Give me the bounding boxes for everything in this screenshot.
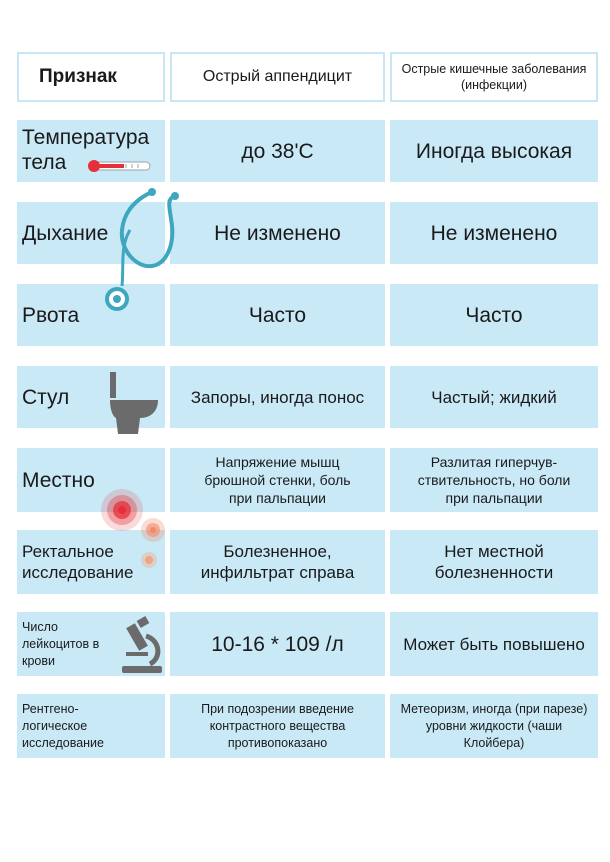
- row-leukocytes-intestinal: Может быть повышено: [390, 612, 598, 676]
- row-stool-feature: Стул: [17, 366, 165, 428]
- feature-label: Рентгено-логическое исследование: [22, 701, 104, 750]
- row-stool-appendicitis: Запоры, иногда понос: [170, 366, 385, 428]
- row-breathing-feature: Дыхание: [17, 202, 165, 264]
- header-intestinal: Острые кишечные заболевания (инфекции): [390, 52, 598, 102]
- header-appendicitis: Острый аппендицит: [170, 52, 385, 102]
- row-breathing-appendicitis: Не изменено: [170, 202, 385, 264]
- row-leukocytes-appendicitis: 10-16 * 109 /л: [170, 612, 385, 676]
- row-stool-intestinal: Частый; жидкий: [390, 366, 598, 428]
- row-xray-intestinal: Метеоризм, иногда (при парезе) уровни жидкости (чаши Клойбера): [390, 694, 598, 758]
- row-rectal-feature: Ректальное исследование: [17, 530, 165, 594]
- stethoscope-icon: [100, 186, 182, 312]
- microscope-icon: [120, 616, 166, 674]
- toilet-icon: [108, 372, 160, 436]
- row-local-intestinal: Разлитая гиперчув-ствительность, но боли при пальпации: [390, 448, 598, 512]
- row-rectal-intestinal: Нет местной болезненности: [390, 530, 598, 594]
- header-feature: Признак: [17, 52, 165, 102]
- row-vomiting-feature: Рвота: [17, 284, 165, 346]
- row-vomiting-appendicitis: Часто: [170, 284, 385, 346]
- row-temperature-intestinal: Иногда высокая: [390, 120, 598, 182]
- row-local-appendicitis: Напряжение мышц брюшной стенки, боль при пальпации: [170, 448, 385, 512]
- row-rectal-appendicitis: Болезненное, инфильтрат справа: [170, 530, 385, 594]
- row-vomiting-intestinal: Часто: [390, 284, 598, 346]
- feature-label: Температура тела: [22, 126, 150, 174]
- row-xray-appendicitis: При подозрении введение контрастного вещества противопоказано: [170, 694, 385, 758]
- thermometer-icon: [86, 158, 154, 174]
- row-local-feature: Местно: [17, 448, 165, 512]
- row-temperature-appendicitis: до 38'С: [170, 120, 385, 182]
- feature-label: Число лейкоцитов в крови: [22, 619, 100, 668]
- pain-spot-icon: [100, 486, 170, 572]
- row-xray-feature: [17, 694, 165, 758]
- row-breathing-intestinal: Не изменено: [390, 202, 598, 264]
